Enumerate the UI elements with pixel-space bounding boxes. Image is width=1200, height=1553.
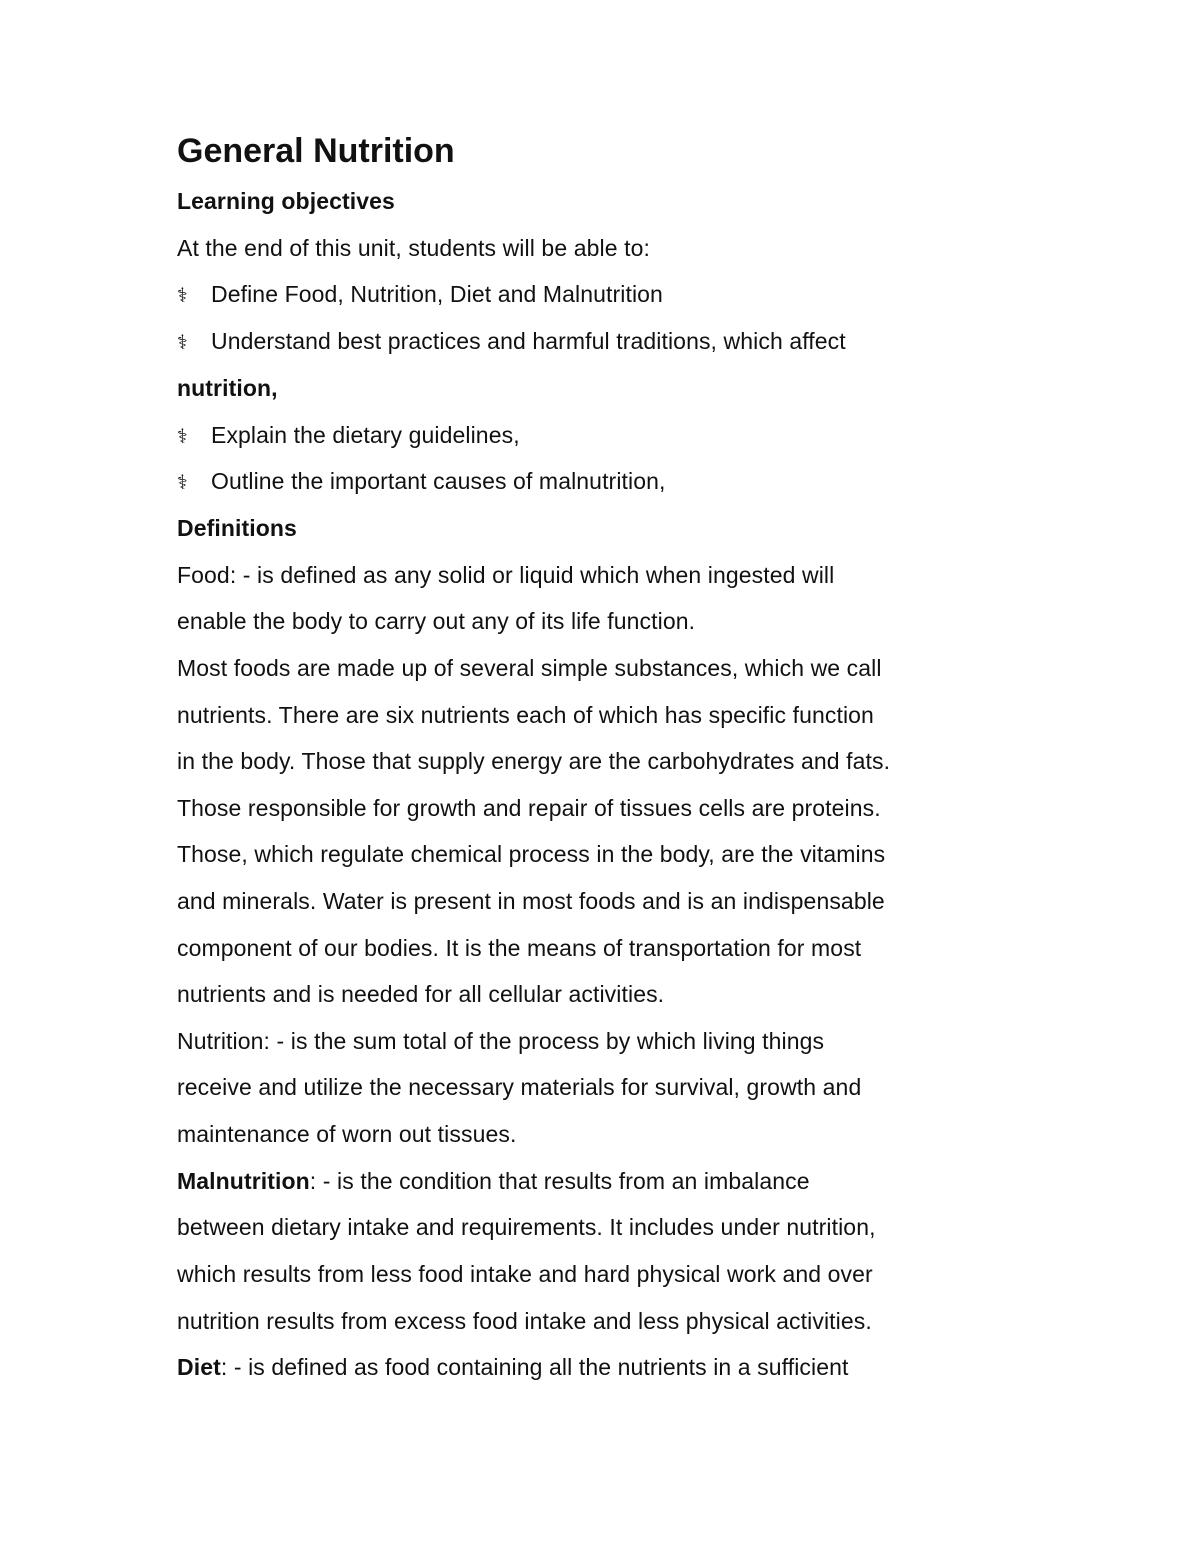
diet-term: Diet xyxy=(177,1354,221,1380)
bullet-text: Understand best practices and harmful traditions, which affect xyxy=(211,328,846,354)
bullet-text: Outline the important causes of malnutrition, xyxy=(211,468,666,494)
nutrition-definition-line: maintenance of worn out tissues. xyxy=(177,1121,517,1147)
malnutrition-term: Malnutrition xyxy=(177,1168,310,1194)
malnutrition-definition-line: between dietary intake and requirements. It includes under nutrition, xyxy=(177,1214,876,1240)
objectives-heading: Learning objectives xyxy=(177,188,395,214)
bullet-text: Define Food, Nutrition, Diet and Malnutrition xyxy=(211,281,663,307)
nutrients-paragraph-line: nutrients. There are six nutrients each of which has specific function xyxy=(177,702,874,728)
nutrients-paragraph-line: Those responsible for growth and repair of tissues cells are proteins. xyxy=(177,795,881,821)
bullet-continuation: nutrition, xyxy=(177,375,278,401)
nutrients-paragraph-line: in the body. Those that supply energy are the carbohydrates and fats. xyxy=(177,748,891,774)
diet-text: : - is defined as food containing all the nutrients in a sufficient xyxy=(220,1354,849,1380)
nutrients-paragraph-line: Most foods are made up of several simple substances, which we call xyxy=(177,655,882,681)
caduceus-icon: ⚕ xyxy=(177,332,188,354)
nutrients-paragraph-line: Those, which regulate chemical process in the body, are the vitamins xyxy=(177,841,886,867)
bullet-item xyxy=(177,279,663,311)
nutrients-paragraph-line: nutrients and is needed for all cellular activities. xyxy=(177,981,665,1007)
malnutrition-definition-line: nutrition results from excess food intake and less physical activities. xyxy=(177,1308,872,1334)
nutrition-definition-line: Nutrition: - is the sum total of the process by which living things xyxy=(177,1028,825,1054)
caduceus-icon: ⚕ xyxy=(177,426,188,448)
nutrients-paragraph-line: and minerals. Water is present in most foods and is an indispensable xyxy=(177,888,885,914)
intro-text: At the end of this unit, students will be able to: xyxy=(177,235,650,261)
bullet-item xyxy=(177,326,846,358)
malnutrition-text: : - is the condition that results from an imbalance xyxy=(309,1168,810,1194)
nutrients-paragraph-line: component of our bodies. It is the means of transportation for most xyxy=(177,935,862,961)
diet-definition-line xyxy=(177,1352,849,1382)
food-definition-line: enable the body to carry out any of its life function. xyxy=(177,608,696,634)
bullet-text: Explain the dietary guidelines, xyxy=(211,422,520,448)
bullet-item xyxy=(177,420,520,452)
definitions-heading: Definitions xyxy=(177,515,297,541)
malnutrition-definition-line xyxy=(177,1166,810,1196)
malnutrition-definition-line: which results from less food intake and hard physical work and over xyxy=(177,1261,873,1287)
bullet-item xyxy=(177,466,666,498)
page-title: General Nutrition xyxy=(177,132,455,170)
caduceus-icon: ⚕ xyxy=(177,285,188,307)
nutrition-definition-line: receive and utilize the necessary materials for survival, growth and xyxy=(177,1074,862,1100)
food-definition-line: Food: - is defined as any solid or liquid which when ingested will xyxy=(177,562,835,588)
caduceus-icon: ⚕ xyxy=(177,472,188,494)
